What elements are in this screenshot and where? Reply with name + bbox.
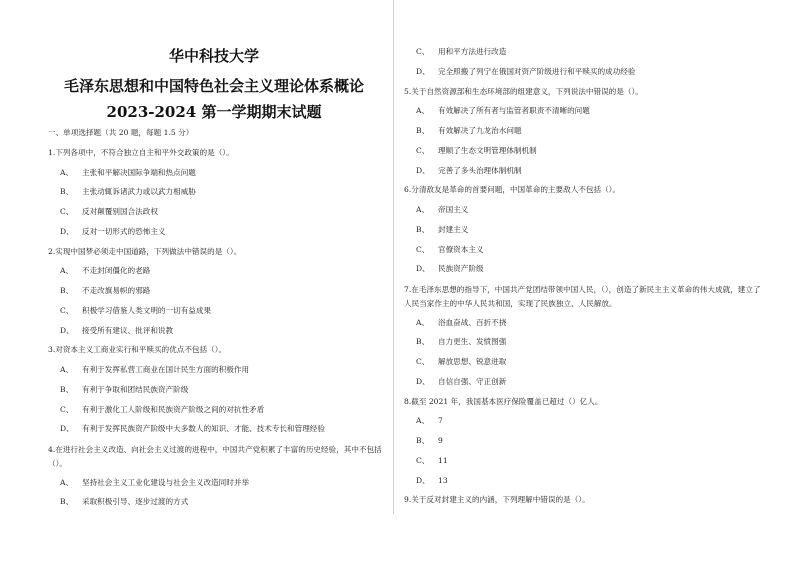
question-stem: 6.分清敌友是革命的首要问题，中国革命的主要敌人不包括（）。 — [404, 185, 621, 195]
option-text: 主张动辄诉诸武力或以武力相威胁 — [82, 187, 196, 197]
option-text: 积极学习借鉴人类文明的一切有益成果 — [82, 305, 212, 315]
option — [404, 336, 766, 356]
option — [48, 325, 383, 345]
option-text: 反对一切形式的恐怖主义 — [82, 226, 166, 236]
option — [48, 167, 383, 187]
option-text: 完全照搬了列宁在俄国对资产阶级进行和平赎买的成功经验 — [438, 66, 636, 76]
section-heading: 一、单项选择题（共 20 题，每题 1.5 分） — [48, 128, 194, 137]
option-label: B、 — [60, 497, 74, 507]
option — [404, 66, 766, 86]
option-text: 民族资产阶级 — [438, 264, 484, 274]
question-stem: 3.对资本主义工商业实行和平赎买的优点不包括（）。 — [48, 345, 227, 355]
question-stem: 9.关于反对封建主义的内涵，下列理解中错误的是（）。 — [404, 495, 590, 505]
option — [48, 496, 383, 516]
option-text: 反对颠覆别国合法政权 — [82, 207, 158, 216]
option-label: C、 — [60, 207, 74, 216]
question-stem: 4.在进行社会主义改造、向社会主义过渡的进程中，中国共产党积累了丰富的历史经验，其中不包括（）。 — [48, 445, 382, 468]
option-text: 浴血奋战、百折不挠 — [438, 317, 507, 327]
option-label: B、 — [60, 187, 74, 197]
option — [404, 376, 766, 396]
option-label: A、 — [60, 167, 74, 177]
option-label: D、 — [416, 376, 430, 386]
exam-title: 2023-2024 第一学期期末试题 — [106, 103, 322, 121]
option — [404, 224, 766, 244]
option-label: C、 — [416, 357, 430, 366]
option-label: B、 — [416, 224, 430, 234]
option — [48, 186, 383, 206]
option-text: 有利于争取和团结民族资产阶级 — [82, 384, 189, 394]
option — [404, 145, 766, 165]
option — [404, 244, 766, 264]
option-label: D、 — [416, 66, 430, 76]
option — [48, 285, 383, 305]
option-text: 坚持社会主义工业化建设与社会主义改造同时并举 — [82, 477, 250, 487]
option-text: 11 — [438, 455, 448, 465]
question-stem: 2.实现中国梦必须走中国道路，下列做法中错误的是（）。 — [48, 246, 242, 256]
option-text: 13 — [438, 475, 448, 485]
right-column — [404, 46, 766, 514]
option-label: C、 — [416, 47, 430, 56]
option-label: B、 — [416, 337, 430, 347]
option — [404, 317, 766, 337]
option — [48, 305, 383, 325]
option-text: 官僚资本主义 — [438, 244, 484, 254]
option-text: 用和平方法进行改造 — [438, 47, 507, 56]
option-text: 有利于发挥民族资产阶级中大多数人的知识、才能、技术专长和管理经验 — [82, 424, 325, 434]
option — [404, 165, 766, 185]
option — [404, 475, 766, 495]
option — [48, 423, 383, 443]
option-label: C、 — [416, 455, 430, 465]
option-label: D、 — [60, 325, 74, 335]
option — [48, 364, 383, 384]
option — [404, 356, 766, 376]
option-label: A、 — [60, 266, 74, 276]
option-text: 帝国主义 — [438, 205, 469, 214]
question-stem: 1.下列各项中，不符合独立自主和平外交政策的是（）。 — [48, 147, 234, 157]
option-label: D、 — [416, 165, 430, 175]
option-text: 自力更生、发愤图强 — [438, 337, 507, 347]
option-label: D、 — [416, 475, 430, 485]
option-text: 封建主义 — [438, 224, 469, 234]
option — [404, 46, 766, 66]
option-label: D、 — [416, 264, 430, 274]
option-text: 采取积极引导、逐步过渡的方式 — [82, 497, 189, 507]
option-text: 接受所有建议、批评和说教 — [82, 325, 174, 335]
option-label: B、 — [416, 126, 430, 135]
option — [404, 125, 766, 145]
option-text: 有利于发挥私营工商业在国计民生方面的积极作用 — [82, 365, 250, 374]
option-text: 9 — [438, 436, 443, 445]
option-label: C、 — [60, 305, 74, 315]
option-text: 有效解决了九龙治水问题 — [438, 126, 522, 135]
option — [48, 404, 383, 424]
option — [48, 226, 383, 246]
option-label: A、 — [60, 477, 74, 487]
option — [404, 455, 766, 475]
question-stem: 7.在毛泽东思想的指导下，中国共产党团结带领中国人民，（），创造了新民主主义革命的伟大成就，建立了人民当家作主的中华人民共和国，实现了民族独立、人民解放。 — [404, 285, 761, 308]
option-label: A、 — [416, 416, 430, 426]
school-name: 华中科技大学 — [168, 47, 259, 65]
option-label: A、 — [416, 317, 430, 327]
course-title: 毛泽东思想和中国特色社会主义理论体系概论 — [63, 77, 364, 95]
option-label: D、 — [60, 424, 74, 434]
option-label: A、 — [60, 365, 74, 374]
option — [404, 415, 766, 435]
option-text: 主张和平解决国际争端和热点问题 — [82, 167, 196, 177]
option-label: B、 — [60, 286, 74, 295]
option-text: 理顺了生态文明管理体制机制 — [438, 145, 537, 155]
option — [404, 435, 766, 455]
option-label: D、 — [60, 226, 74, 236]
option-text: 完善了多头治理体制机制 — [438, 165, 522, 175]
option-text: 不走封闭僵化的老路 — [82, 266, 151, 276]
option-label: C、 — [60, 404, 74, 414]
left-column — [48, 127, 383, 516]
option — [404, 204, 766, 224]
option-label: B、 — [60, 384, 74, 394]
option-text: 自信自强、守正创新 — [438, 376, 507, 386]
option-text: 解放思想、锐意进取 — [438, 357, 507, 366]
option — [48, 384, 383, 404]
option-label: A、 — [416, 106, 430, 116]
question-stem: 8.截至 2021 年，我国基本医疗保险覆盖已超过（）亿人。 — [404, 396, 603, 406]
question-stem: 5.关于自然资源部和生态环境部的组建意义，下列说法中错误的是（）。 — [404, 86, 643, 96]
option-label: C、 — [416, 244, 430, 254]
option-text: 有利于激化工人阶级和民族资产阶级之间的对抗性矛盾 — [82, 404, 265, 414]
option — [404, 105, 766, 125]
column-divider — [393, 0, 394, 514]
option — [48, 206, 383, 226]
option-text: 不走改旗易帜的邪路 — [82, 286, 151, 295]
option-text: 有效解决了所有者与监管者职责不清晰的问题 — [438, 106, 590, 116]
option-label: A、 — [416, 205, 430, 214]
option — [404, 263, 766, 283]
option-label: B、 — [416, 436, 430, 445]
option — [48, 477, 383, 497]
option-label: C、 — [416, 145, 430, 155]
option — [48, 265, 383, 285]
option-text: 7 — [438, 416, 443, 426]
